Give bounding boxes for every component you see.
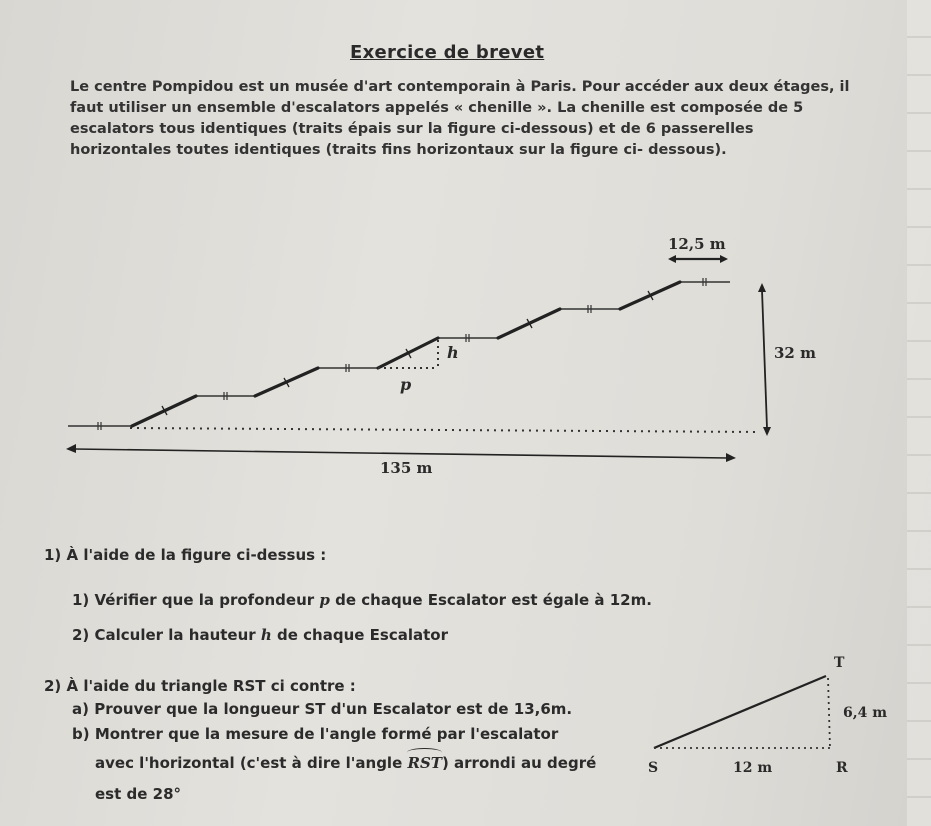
question-1-1-text-end: de chaque Escalator est égale à 12m. <box>329 591 652 609</box>
vertex-r-label: R <box>836 760 848 776</box>
escalators <box>132 282 680 426</box>
exercise-title: Exercice de brevet <box>350 42 545 63</box>
label-h: h <box>447 343 459 362</box>
question-1-title: 1) À l'aide de la figure ci-dessus : <box>44 546 327 564</box>
question-2-title: 2) À l'aide du triangle RST ci contre : <box>44 677 356 695</box>
question-1-1-text: 1) Vérifier que la profondeur <box>72 591 320 609</box>
answer-angle-value: 28° <box>152 785 182 803</box>
question-1-2-text-end: de chaque Escalator <box>271 626 448 644</box>
triangle-rst <box>654 676 832 748</box>
passerelle-ticks <box>98 278 706 430</box>
label-p: p <box>400 375 412 394</box>
intro-line: Le centre Pompidou est un musée d'art contemporain à Paris. Pour accéder aux deux étages, il <box>70 79 850 95</box>
intro-line: horizontales toutes identiques (traits fins horizontaux sur la figure ci- dessous). <box>70 142 727 158</box>
question-2-b: b) Montrer que la mesure de l'angle formé par l'escalator <box>72 725 559 743</box>
label-passerelle-length: 12,5 m <box>668 235 726 253</box>
vertex-t-label: T <box>834 655 845 671</box>
question-2-b-text-end: ) arrondi au degré <box>441 754 597 772</box>
question-2-a: a) Prouver que la longueur ST d'un Escalator est de 13,6m. <box>72 700 573 718</box>
question-2-b-answer <box>95 785 181 803</box>
question-1-1 <box>72 591 652 609</box>
side-sr-label: 12 m <box>733 760 773 776</box>
label-total-length: 135 m <box>380 459 433 477</box>
question-2-b-text: avec l'horizontal (c'est à dire l'angle <box>95 754 408 772</box>
intro-line: escalators tous identiques (traits épais sur la figure ci-dessous) et de 6 passerelles <box>70 121 754 137</box>
vertex-s-label: S <box>648 760 659 776</box>
passerelle-length-arrow <box>668 255 728 263</box>
height-arrow <box>758 283 771 436</box>
question-2-b-continued <box>95 754 596 772</box>
question-1-2-text: 2) Calculer la hauteur <box>72 626 261 644</box>
variable-p: p <box>319 591 330 609</box>
question-1-2 <box>72 626 448 644</box>
variable-h: h <box>260 626 272 644</box>
intro-line: faut utiliser un ensemble d'escalators appelés « chenille ». La chenille est composée de 5 <box>70 100 804 116</box>
baseline-dotted <box>130 428 760 432</box>
side-tr-label: 6,4 m <box>843 705 888 721</box>
answer-prefix: est de <box>95 785 153 803</box>
angle-rst: RST <box>407 754 442 772</box>
label-total-height: 32 m <box>774 344 816 362</box>
